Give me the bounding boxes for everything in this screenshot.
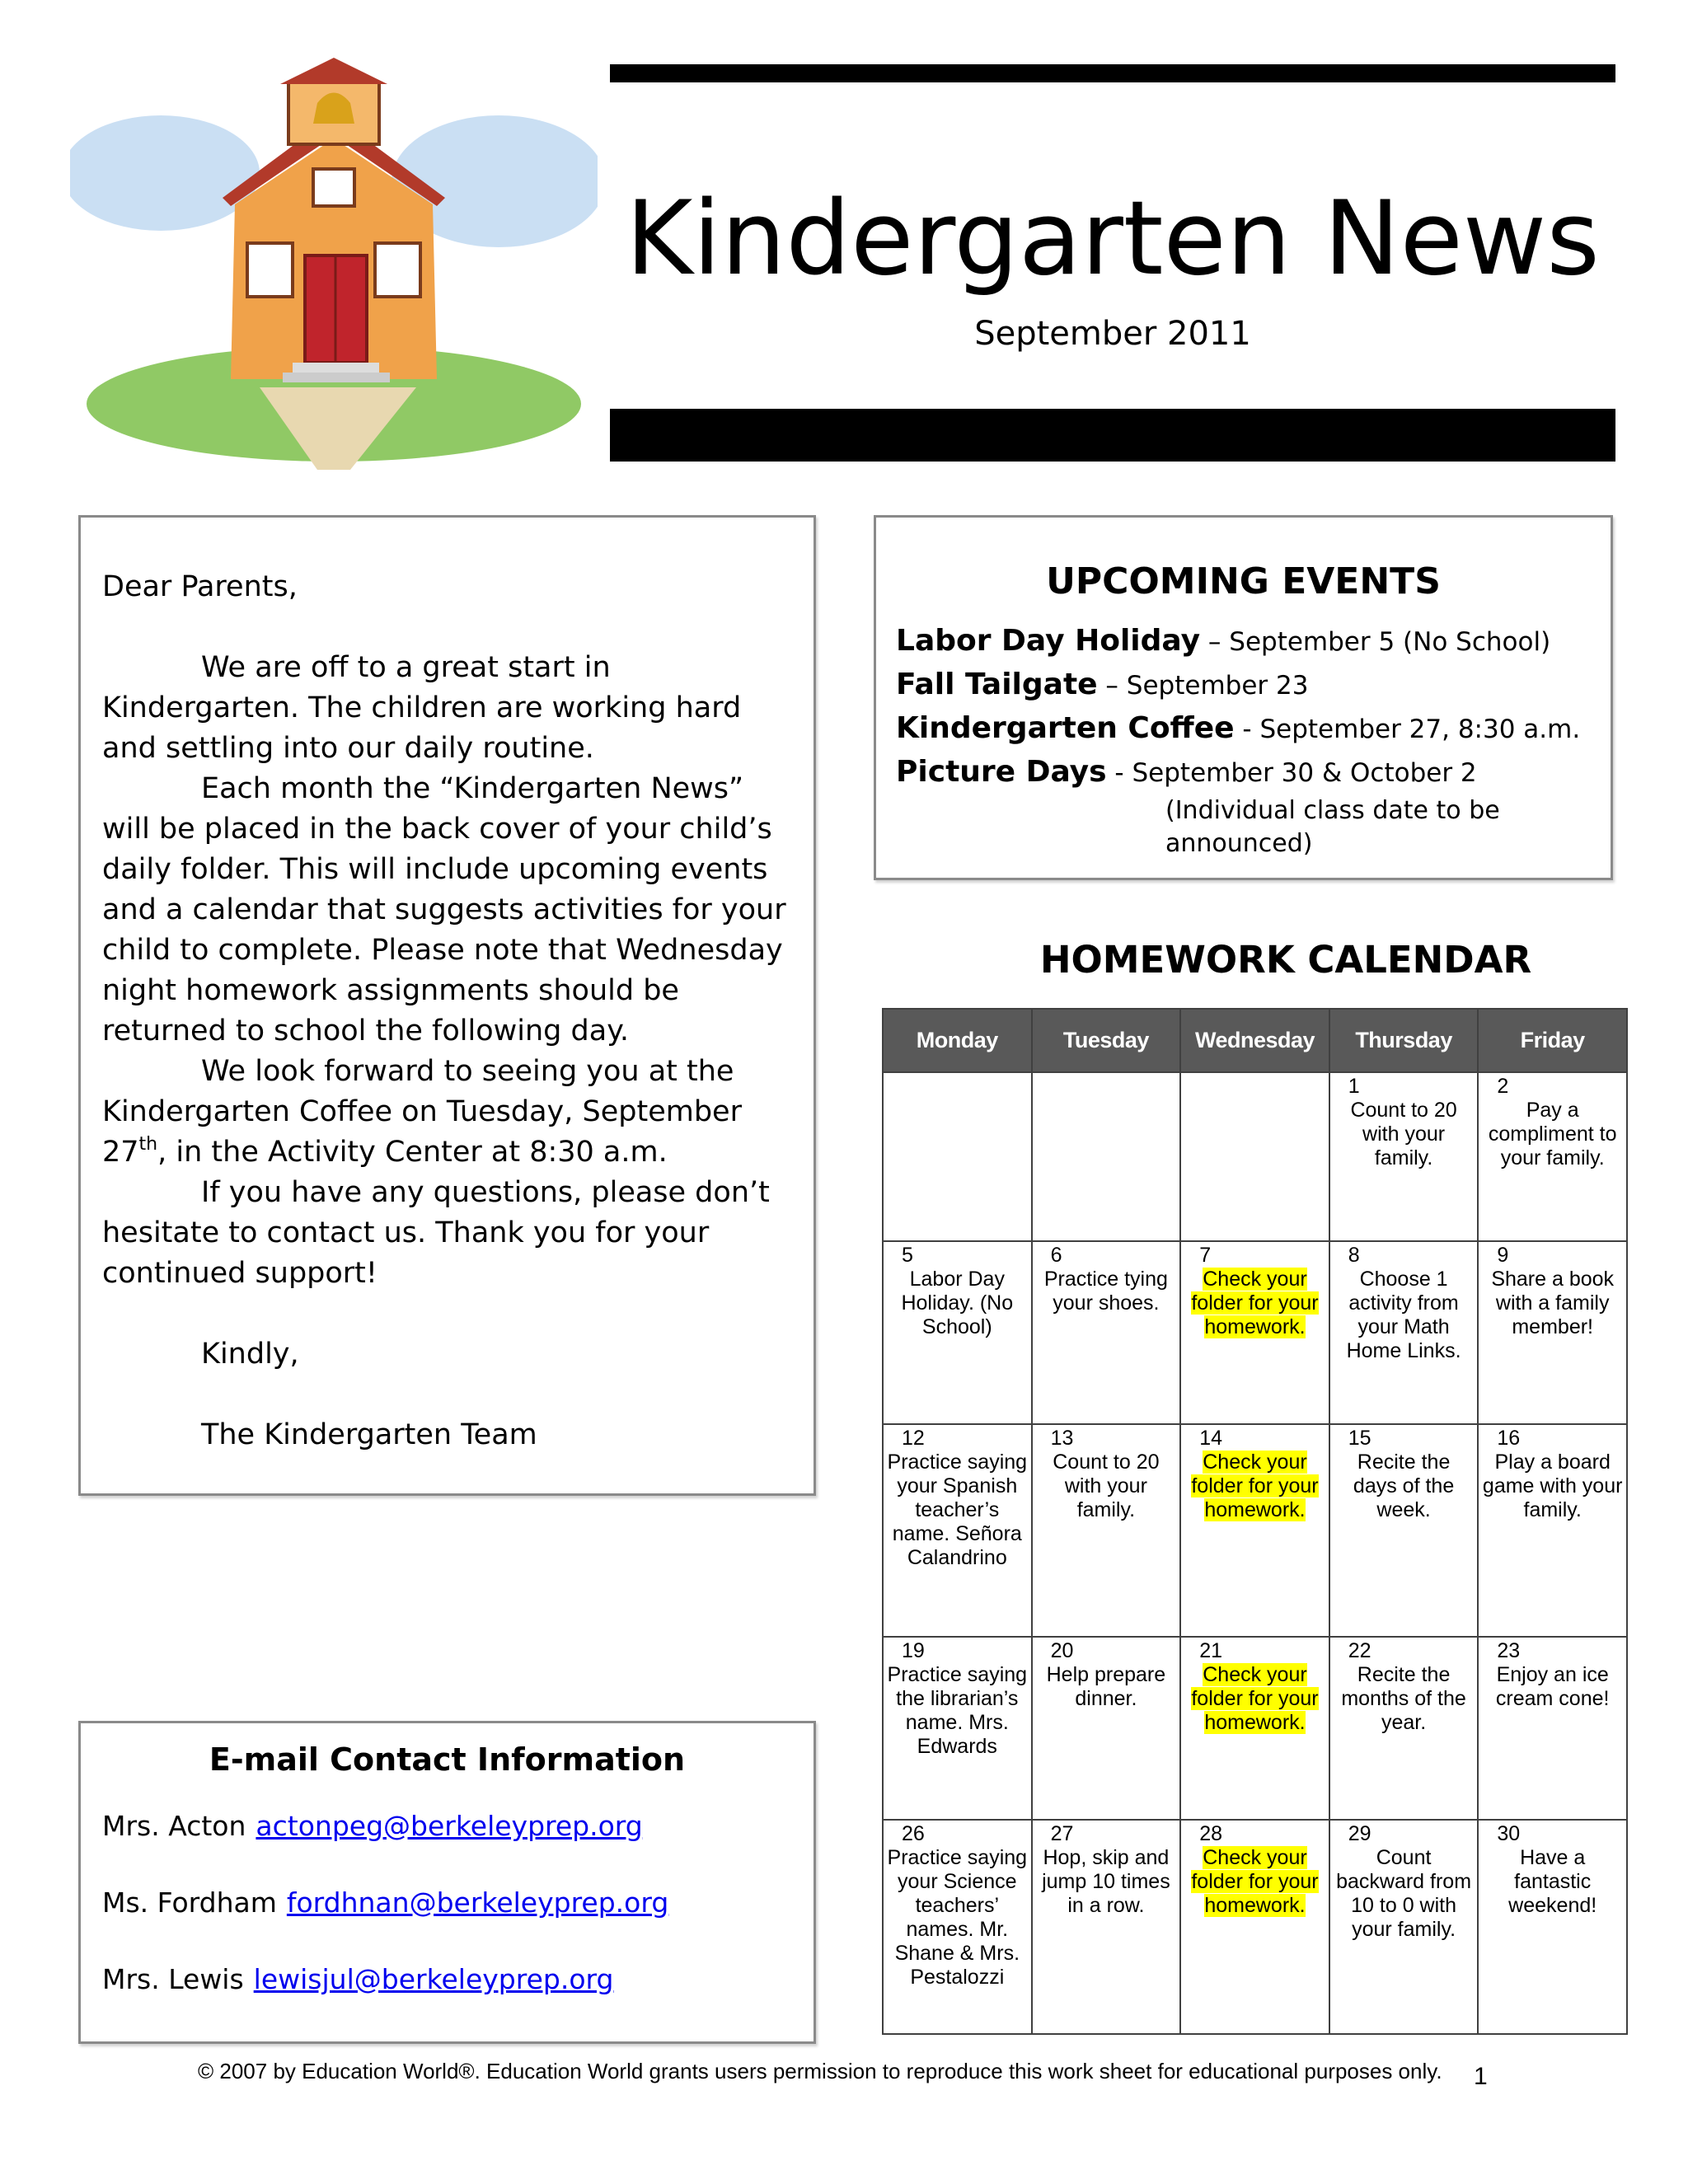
- event-detail: September 23: [1126, 671, 1309, 701]
- day-header: Wednesday: [1180, 1009, 1329, 1072]
- activity-text: Practice saying the librarian’s name. Mrs. Edwards: [887, 1663, 1028, 1758]
- calendar-week-row: [883, 1241, 1627, 1424]
- event-name: Kindergarten Coffee: [896, 711, 1235, 745]
- contact-name: Mrs. Acton: [102, 1810, 246, 1842]
- activity-text: Help prepare dinner.: [1046, 1663, 1166, 1710]
- calendar-day-cell: [1180, 1820, 1329, 2034]
- calendar-day-cell: [1180, 1241, 1329, 1424]
- newsletter-title: Kindergarten News: [626, 180, 1600, 298]
- calendar-day-cell: [1329, 1241, 1479, 1424]
- letter-paragraph: Each month the “Kindergarten News” will be placed in the back cover of your child’s daily folder. This will include upcoming events and a calendar that suggests activities for your child to complete. Please note that Wednesday night homework assignments should be returned to school the following day.: [102, 772, 786, 1047]
- coffee-text: We look forward to seeing you at the Kindergarten Coffee on Tuesday, September 27: [102, 1055, 742, 1169]
- day-number: 28: [1199, 1822, 1222, 1845]
- contact-name: Mrs. Lewis: [102, 1963, 244, 1995]
- email-link[interactable]: fordhnan@berkeleyprep.org: [286, 1886, 669, 1919]
- activity-text: Practice tying your shoes.: [1043, 1268, 1168, 1315]
- calendar-day-cell: [883, 1424, 1032, 1637]
- calendar-day-cell: [1032, 1424, 1181, 1637]
- events-heading: UPCOMING EVENTS: [1046, 560, 1441, 602]
- event-separator: –: [1097, 671, 1127, 701]
- event-name: Picture Days: [896, 755, 1107, 789]
- calendar-day-cell: [1032, 1637, 1181, 1820]
- contact-row: [102, 1961, 792, 1999]
- contact-heading: E-mail Contact Information: [209, 1741, 686, 1778]
- day-number: 7: [1199, 1244, 1212, 1267]
- calendar-day-cell: [1478, 1424, 1627, 1637]
- event-item: [896, 751, 1591, 794]
- calendar-week-row: [883, 1637, 1627, 1820]
- activity-text: Count to 20 with your family.: [1053, 1451, 1160, 1521]
- homework-activity: [1482, 1099, 1623, 1170]
- newsletter-date: September 2011: [974, 315, 1251, 353]
- letter-paragraph: [102, 1052, 794, 1173]
- day-number: 22: [1348, 1639, 1372, 1662]
- letter-closing: Kindly,: [201, 1338, 299, 1371]
- activity-text: Recite the days of the week.: [1353, 1451, 1455, 1521]
- event-item: [896, 663, 1591, 707]
- calendar-week-row: [883, 1072, 1627, 1241]
- homework-activity: [887, 1268, 1028, 1339]
- letter-paragraph: We are off to a great start in Kindergarten. The children are working hard and settling into our daily routine.: [102, 651, 742, 765]
- contact-info: [78, 1721, 816, 2044]
- letter-greeting: Dear Parents,: [102, 570, 298, 603]
- activity-text: Have a fantastic weekend!: [1508, 1846, 1597, 1917]
- activity-text: Check your folder for your homework.: [1191, 1268, 1319, 1338]
- homework-activity: [1036, 1451, 1177, 1522]
- activity-text: Pay a compliment to your family.: [1488, 1099, 1617, 1169]
- day-number: 2: [1497, 1075, 1509, 1098]
- day-number: 8: [1348, 1244, 1360, 1267]
- homework-activity: [1334, 1451, 1475, 1522]
- event-detail: September 27, 8:30 a.m.: [1259, 715, 1581, 744]
- event-detail: September 30 & October 2: [1132, 758, 1477, 788]
- day-number: 1: [1348, 1075, 1360, 1098]
- calendar-day-cell: [1329, 1072, 1479, 1241]
- activity-text: Hop, skip and jump 10 times in a row.: [1042, 1846, 1170, 1917]
- calendar-day-cell: [1180, 1424, 1329, 1637]
- day-number: 21: [1199, 1639, 1222, 1662]
- calendar-day-cell: [1329, 1424, 1479, 1637]
- contact-row: [102, 1807, 792, 1845]
- calendar-day-cell: [1032, 1820, 1181, 2034]
- event-name: Fall Tailgate: [896, 668, 1098, 701]
- upcoming-events: [874, 515, 1613, 880]
- calendar-day-cell: [1329, 1637, 1479, 1820]
- calendar-day-cell: [1032, 1241, 1181, 1424]
- activity-text: Play a board game with your family.: [1482, 1451, 1623, 1521]
- day-number: 9: [1497, 1244, 1509, 1267]
- calendar-day-cell: [883, 1241, 1032, 1424]
- homework-calendar: [882, 1008, 1628, 2035]
- day-number: 6: [1050, 1244, 1062, 1267]
- activity-text: Enjoy an ice cream cone!: [1495, 1663, 1610, 1710]
- activity-text: Check your folder for your homework.: [1191, 1451, 1319, 1521]
- event-item: [896, 620, 1591, 663]
- homework-activity: [1334, 1846, 1475, 1942]
- header-rule-top: [610, 64, 1615, 82]
- day-number: 12: [902, 1427, 925, 1450]
- calendar-week-row: [883, 1424, 1627, 1637]
- calendar-day-cell: [883, 1072, 1032, 1241]
- day-number: 30: [1497, 1822, 1521, 1845]
- calendar-day-cell: [883, 1820, 1032, 2034]
- event-detail: September 5 (No School): [1229, 627, 1551, 657]
- homework-activity: [1036, 1268, 1177, 1315]
- homework-activity: [1482, 1846, 1623, 1918]
- day-number: 13: [1050, 1427, 1074, 1450]
- coffee-text-end: , in the Activity Center at 8:30 a.m.: [157, 1136, 668, 1169]
- ordinal-suffix: th: [138, 1134, 158, 1155]
- copyright-footer: © 2007 by Education World®. Education World grants users permission to reproduce this work sheet for educational purposes only.: [198, 2059, 1442, 2083]
- day-number: 14: [1199, 1427, 1222, 1450]
- calendar-day-cell: [1032, 1072, 1181, 1241]
- homework-activity: [887, 1846, 1028, 1990]
- calendar-heading: HOMEWORK CALENDAR: [1039, 938, 1532, 982]
- activity-text: Recite the months of the year.: [1341, 1663, 1466, 1734]
- homework-activity: [887, 1451, 1028, 1570]
- homework-activity: [1184, 1268, 1325, 1339]
- activity-text: Check your folder for your homework.: [1191, 1663, 1319, 1734]
- calendar-day-cell: [883, 1637, 1032, 1820]
- activity-text: Count to 20 with your family.: [1350, 1099, 1457, 1169]
- activity-text: Practice saying your Science teachers’ names. Mr. Shane & Mrs. Pestalozzi: [887, 1846, 1028, 1989]
- homework-activity: [1036, 1846, 1177, 1918]
- day-number: 5: [902, 1244, 913, 1267]
- email-link[interactable]: actonpeg@berkeleyprep.org: [256, 1810, 643, 1842]
- homework-activity: [1482, 1268, 1623, 1339]
- event-item: [896, 707, 1591, 751]
- homework-activity: [1036, 1663, 1177, 1711]
- homework-activity: [1184, 1846, 1325, 1918]
- calendar-day-cell: [1478, 1241, 1627, 1424]
- calendar-day-cell: [1478, 1820, 1627, 2034]
- day-header: Monday: [883, 1009, 1032, 1072]
- email-link[interactable]: lewisjul@berkeleyprep.org: [253, 1963, 614, 1995]
- day-header: Tuesday: [1032, 1009, 1181, 1072]
- letter-paragraph: If you have any questions, please don’t hesitate to contact us. Thank you for your continued support!: [102, 1176, 770, 1290]
- letter-signature: The Kindergarten Team: [201, 1418, 537, 1451]
- parent-letter: [78, 515, 816, 1496]
- calendar-day-cell: [1180, 1637, 1329, 1820]
- day-number: 23: [1497, 1639, 1521, 1662]
- contact-row: [102, 1884, 792, 1922]
- activity-text: Share a book with a family member!: [1491, 1268, 1615, 1338]
- homework-activity: [1184, 1663, 1325, 1735]
- homework-activity: [1334, 1268, 1475, 1363]
- page-number: 1: [1474, 2063, 1488, 2090]
- calendar-day-cell: [1180, 1072, 1329, 1241]
- day-number: 16: [1497, 1427, 1521, 1450]
- event-note: (Individual class date to be announced): [1165, 796, 1500, 858]
- homework-activity: [1482, 1663, 1623, 1711]
- activity-text: Check your folder for your homework.: [1191, 1846, 1319, 1917]
- homework-activity: [1334, 1663, 1475, 1735]
- homework-activity: [887, 1663, 1028, 1759]
- day-header: Friday: [1478, 1009, 1627, 1072]
- day-header: Thursday: [1329, 1009, 1479, 1072]
- calendar-day-cell: [1329, 1820, 1479, 2034]
- homework-activity: [1334, 1099, 1475, 1170]
- homework-activity: [1482, 1451, 1623, 1522]
- header-rule-bottom: [610, 409, 1615, 462]
- schoolhouse-icon: [70, 58, 598, 470]
- event-name: Labor Day Holiday: [896, 624, 1201, 658]
- day-number: 27: [1050, 1822, 1074, 1845]
- event-separator: -: [1106, 758, 1132, 788]
- contact-name: Ms. Fordham: [102, 1886, 277, 1919]
- event-separator: -: [1234, 715, 1260, 744]
- activity-text: Count backward from 10 to 0 with your family.: [1336, 1846, 1472, 1941]
- calendar-day-cell: [1478, 1072, 1627, 1241]
- day-number: 26: [902, 1822, 925, 1845]
- day-number: 19: [902, 1639, 925, 1662]
- event-separator: –: [1200, 627, 1230, 657]
- activity-text: Choose 1 activity from your Math Home Links.: [1346, 1268, 1461, 1362]
- calendar-day-cell: [1478, 1637, 1627, 1820]
- day-number: 29: [1348, 1822, 1372, 1845]
- calendar-week-row: [883, 1820, 1627, 2034]
- activity-text: Labor Day Holiday. (No School): [901, 1268, 1014, 1338]
- homework-activity: [1184, 1451, 1325, 1522]
- day-number: 20: [1050, 1639, 1074, 1662]
- day-number: 15: [1348, 1427, 1372, 1450]
- activity-text: Practice saying your Spanish teacher’s name. Señora Calandrino: [887, 1451, 1028, 1569]
- calendar-header-row: [883, 1009, 1627, 1072]
